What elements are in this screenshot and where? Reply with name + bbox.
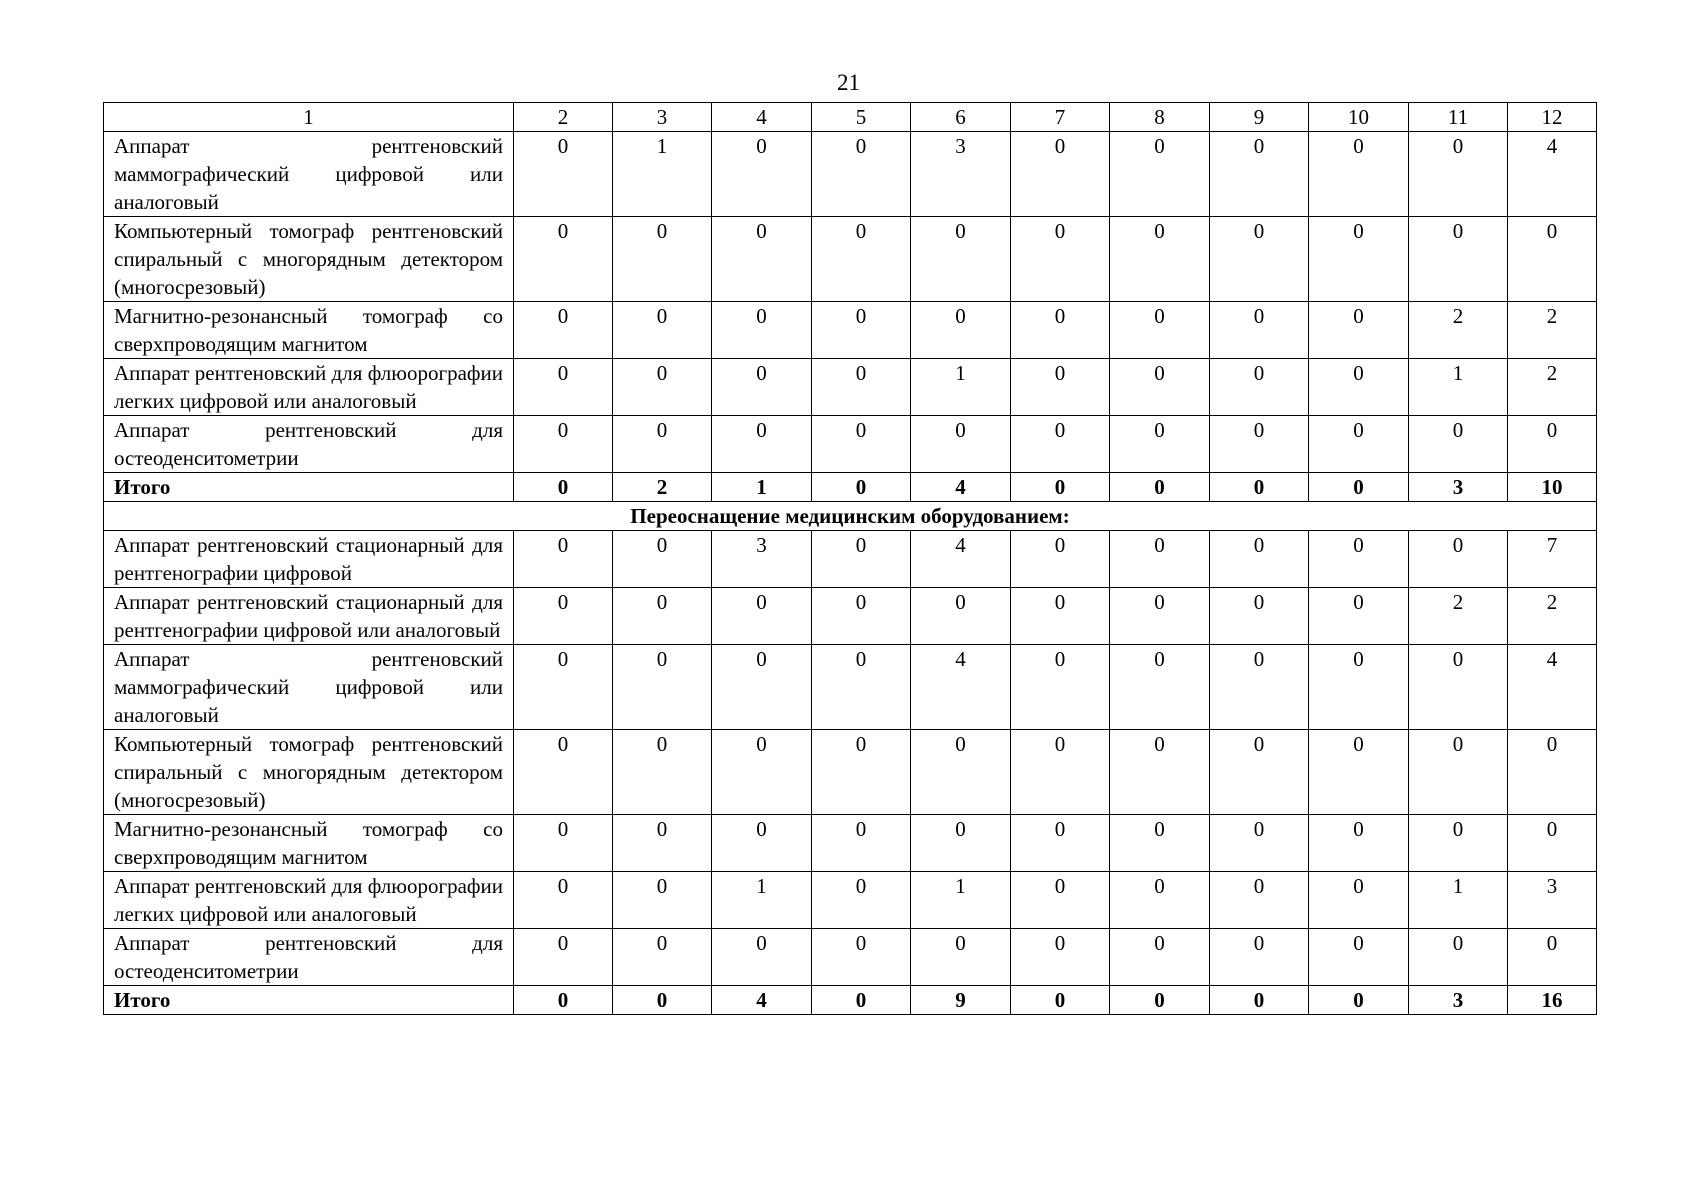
value-cell: 0 xyxy=(812,645,911,730)
equipment-name-cell: Компьютерный томограф рентгеновский спиральный с многорядным детектором (многосрезовый) xyxy=(104,217,514,302)
header-cell: 12 xyxy=(1508,103,1597,132)
table-row xyxy=(104,416,1597,473)
value-cell: 0 xyxy=(812,473,911,502)
section-heading: Переоснащение медицинским оборудованием: xyxy=(104,502,1597,531)
value-cell: 0 xyxy=(712,815,812,872)
value-cell: 1 xyxy=(712,872,812,929)
value-cell: 0 xyxy=(1011,531,1110,588)
value-cell: 0 xyxy=(1210,531,1309,588)
value-cell: 0 xyxy=(1309,302,1409,359)
value-cell: 0 xyxy=(1011,132,1110,217)
value-cell: 0 xyxy=(1110,872,1210,929)
header-cell: 5 xyxy=(812,103,911,132)
value-cell: 0 xyxy=(613,359,712,416)
value-cell: 0 xyxy=(1309,217,1409,302)
value-cell: 0 xyxy=(1309,359,1409,416)
header-cell: 3 xyxy=(613,103,712,132)
value-cell: 0 xyxy=(1210,929,1309,986)
equipment-name-cell: Компьютерный томограф рентгеновский спиральный с многорядным детектором (многосрезовый) xyxy=(104,730,514,815)
value-cell: 0 xyxy=(712,416,812,473)
value-cell: 0 xyxy=(1011,473,1110,502)
equipment-name-cell: Аппарат рентгеновский стационарный для рентгенографии цифровой или аналоговый xyxy=(104,588,514,645)
value-cell: 0 xyxy=(712,217,812,302)
equipment-name-cell: Аппарат рентгеновский для флюорографии легких цифровой или аналоговый xyxy=(104,359,514,416)
table-row xyxy=(104,359,1597,416)
value-cell: 3 xyxy=(1409,473,1508,502)
value-cell: 0 xyxy=(1210,302,1309,359)
equipment-name-cell: Аппарат рентгеновский стационарный для рентгенографии цифровой xyxy=(104,531,514,588)
value-cell: 0 xyxy=(1409,217,1508,302)
value-cell: 0 xyxy=(1309,730,1409,815)
value-cell: 0 xyxy=(911,929,1011,986)
equipment-name-cell: Магнитно-резонансный томограф со сверхпроводящим магнитом xyxy=(104,815,514,872)
value-cell: 9 xyxy=(911,986,1011,1015)
table-row xyxy=(104,302,1597,359)
value-cell: 0 xyxy=(812,872,911,929)
value-cell: 0 xyxy=(812,416,911,473)
value-cell: 3 xyxy=(712,531,812,588)
value-cell: 0 xyxy=(613,217,712,302)
value-cell: 0 xyxy=(1110,416,1210,473)
value-cell: 0 xyxy=(1011,359,1110,416)
total-row xyxy=(104,986,1597,1015)
value-cell: 0 xyxy=(1309,645,1409,730)
value-cell: 0 xyxy=(1210,986,1309,1015)
header-cell: 9 xyxy=(1210,103,1309,132)
table-row xyxy=(104,872,1597,929)
value-cell: 0 xyxy=(1110,645,1210,730)
value-cell: 0 xyxy=(1409,815,1508,872)
page-number: 21 xyxy=(837,70,860,95)
value-cell: 0 xyxy=(1409,730,1508,815)
value-cell: 0 xyxy=(812,929,911,986)
value-cell: 0 xyxy=(1110,531,1210,588)
value-cell: 0 xyxy=(1110,815,1210,872)
value-cell: 0 xyxy=(613,645,712,730)
value-cell: 0 xyxy=(712,588,812,645)
value-cell: 2 xyxy=(1508,588,1597,645)
table-row xyxy=(104,645,1597,730)
equipment-name-cell: Аппарат рентгеновский маммографический цифровой или аналоговый xyxy=(104,132,514,217)
value-cell: 0 xyxy=(1309,815,1409,872)
value-cell: 0 xyxy=(1110,473,1210,502)
value-cell: 0 xyxy=(514,217,613,302)
value-cell: 0 xyxy=(1409,416,1508,473)
value-cell: 0 xyxy=(1011,730,1110,815)
value-cell: 0 xyxy=(613,986,712,1015)
value-cell: 0 xyxy=(1011,929,1110,986)
value-cell: 0 xyxy=(1309,872,1409,929)
value-cell: 10 xyxy=(1508,473,1597,502)
value-cell: 0 xyxy=(514,416,613,473)
value-cell: 0 xyxy=(1309,929,1409,986)
value-cell: 0 xyxy=(1508,416,1597,473)
value-cell: 0 xyxy=(613,929,712,986)
table-row xyxy=(104,929,1597,986)
header-cell: 10 xyxy=(1309,103,1409,132)
value-cell: 0 xyxy=(1309,531,1409,588)
value-cell: 0 xyxy=(613,531,712,588)
equipment-name-cell: Магнитно-резонансный томограф со сверхпроводящим магнитом xyxy=(104,302,514,359)
section-heading-row xyxy=(104,502,1597,531)
header-cell: 4 xyxy=(712,103,812,132)
value-cell: 0 xyxy=(613,302,712,359)
value-cell: 0 xyxy=(812,217,911,302)
value-cell: 1 xyxy=(911,359,1011,416)
value-cell: 0 xyxy=(812,302,911,359)
value-cell: 0 xyxy=(812,730,911,815)
table-row xyxy=(104,217,1597,302)
value-cell: 0 xyxy=(1210,217,1309,302)
value-cell: 0 xyxy=(514,730,613,815)
value-cell: 1 xyxy=(911,872,1011,929)
value-cell: 0 xyxy=(514,531,613,588)
header-cell: 11 xyxy=(1409,103,1508,132)
value-cell: 0 xyxy=(514,473,613,502)
value-cell: 0 xyxy=(1110,588,1210,645)
header-cell: 8 xyxy=(1110,103,1210,132)
value-cell: 0 xyxy=(812,531,911,588)
value-cell: 0 xyxy=(613,588,712,645)
value-cell: 0 xyxy=(712,132,812,217)
value-cell: 3 xyxy=(1409,986,1508,1015)
value-cell: 0 xyxy=(812,815,911,872)
value-cell: 3 xyxy=(1508,872,1597,929)
value-cell: 0 xyxy=(1508,929,1597,986)
table-row xyxy=(104,815,1597,872)
value-cell: 0 xyxy=(1508,815,1597,872)
value-cell: 0 xyxy=(1110,986,1210,1015)
value-cell: 0 xyxy=(1309,132,1409,217)
table-row xyxy=(104,132,1597,217)
value-cell: 0 xyxy=(1409,929,1508,986)
value-cell: 2 xyxy=(1508,302,1597,359)
value-cell: 0 xyxy=(1011,302,1110,359)
value-cell: 0 xyxy=(712,929,812,986)
value-cell: 0 xyxy=(1210,588,1309,645)
value-cell: 0 xyxy=(911,416,1011,473)
value-cell: 0 xyxy=(1210,645,1309,730)
value-cell: 0 xyxy=(1110,359,1210,416)
value-cell: 0 xyxy=(812,132,911,217)
value-cell: 2 xyxy=(1508,359,1597,416)
value-cell: 4 xyxy=(911,473,1011,502)
value-cell: 1 xyxy=(1409,359,1508,416)
value-cell: 0 xyxy=(1011,645,1110,730)
table-row xyxy=(104,588,1597,645)
value-cell: 4 xyxy=(911,645,1011,730)
value-cell: 4 xyxy=(911,531,1011,588)
value-cell: 0 xyxy=(1210,872,1309,929)
value-cell: 0 xyxy=(1011,815,1110,872)
value-cell: 0 xyxy=(911,815,1011,872)
value-cell: 0 xyxy=(911,217,1011,302)
value-cell: 0 xyxy=(1508,730,1597,815)
header-cell: 6 xyxy=(911,103,1011,132)
table-body xyxy=(104,103,1597,1015)
value-cell: 0 xyxy=(613,416,712,473)
equipment-name-cell: Аппарат рентгеновский для остеоденситометрии xyxy=(104,416,514,473)
value-cell: 0 xyxy=(514,359,613,416)
value-cell: 0 xyxy=(1011,217,1110,302)
value-cell: 0 xyxy=(1110,929,1210,986)
value-cell: 0 xyxy=(613,872,712,929)
value-cell: 0 xyxy=(1210,416,1309,473)
value-cell: 2 xyxy=(1409,588,1508,645)
value-cell: 0 xyxy=(1309,473,1409,502)
value-cell: 0 xyxy=(514,302,613,359)
value-cell: 0 xyxy=(1508,217,1597,302)
value-cell: 0 xyxy=(911,588,1011,645)
value-cell: 0 xyxy=(1409,531,1508,588)
value-cell: 1 xyxy=(712,473,812,502)
value-cell: 0 xyxy=(1011,588,1110,645)
value-cell: 0 xyxy=(1210,815,1309,872)
value-cell: 0 xyxy=(1409,132,1508,217)
value-cell: 0 xyxy=(1011,986,1110,1015)
value-cell: 0 xyxy=(1011,416,1110,473)
value-cell: 0 xyxy=(812,588,911,645)
value-cell: 0 xyxy=(1210,132,1309,217)
value-cell: 0 xyxy=(514,132,613,217)
value-cell: 0 xyxy=(613,815,712,872)
value-cell: 0 xyxy=(514,815,613,872)
header-cell: 1 xyxy=(104,103,514,132)
value-cell: 0 xyxy=(613,730,712,815)
value-cell: 0 xyxy=(1011,872,1110,929)
value-cell: 0 xyxy=(1110,217,1210,302)
value-cell: 0 xyxy=(514,872,613,929)
value-cell: 0 xyxy=(712,645,812,730)
table-row xyxy=(104,531,1597,588)
value-cell: 0 xyxy=(514,986,613,1015)
value-cell: 0 xyxy=(812,359,911,416)
value-cell: 3 xyxy=(911,132,1011,217)
value-cell: 0 xyxy=(514,588,613,645)
value-cell: 0 xyxy=(1309,986,1409,1015)
value-cell: 0 xyxy=(1210,359,1309,416)
value-cell: 0 xyxy=(1210,730,1309,815)
value-cell: 7 xyxy=(1508,531,1597,588)
value-cell: 2 xyxy=(1409,302,1508,359)
header-row xyxy=(104,103,1597,132)
table-row xyxy=(104,730,1597,815)
value-cell: 0 xyxy=(911,302,1011,359)
value-cell: 1 xyxy=(613,132,712,217)
total-row xyxy=(104,473,1597,502)
value-cell: 0 xyxy=(1409,645,1508,730)
value-cell: 4 xyxy=(1508,132,1597,217)
value-cell: 0 xyxy=(712,302,812,359)
value-cell: 4 xyxy=(1508,645,1597,730)
value-cell: 0 xyxy=(712,359,812,416)
value-cell: 0 xyxy=(1110,730,1210,815)
value-cell: 0 xyxy=(812,986,911,1015)
total-label: Итого xyxy=(104,986,514,1015)
total-label: Итого xyxy=(104,473,514,502)
header-cell: 7 xyxy=(1011,103,1110,132)
equipment-table xyxy=(103,102,1597,1015)
value-cell: 4 xyxy=(712,986,812,1015)
value-cell: 0 xyxy=(1309,588,1409,645)
value-cell: 0 xyxy=(911,730,1011,815)
value-cell: 16 xyxy=(1508,986,1597,1015)
equipment-name-cell: Аппарат рентгеновский для остеоденситометрии xyxy=(104,929,514,986)
header-cell: 2 xyxy=(514,103,613,132)
value-cell: 0 xyxy=(1309,416,1409,473)
equipment-name-cell: Аппарат рентгеновский маммографический цифровой или аналоговый xyxy=(104,645,514,730)
equipment-name-cell: Аппарат рентгеновский для флюорографии легких цифровой или аналоговый xyxy=(104,872,514,929)
value-cell: 2 xyxy=(613,473,712,502)
value-cell: 0 xyxy=(1210,473,1309,502)
value-cell: 1 xyxy=(1409,872,1508,929)
value-cell: 0 xyxy=(514,645,613,730)
value-cell: 0 xyxy=(712,730,812,815)
value-cell: 0 xyxy=(1110,302,1210,359)
value-cell: 0 xyxy=(1110,132,1210,217)
value-cell: 0 xyxy=(514,929,613,986)
